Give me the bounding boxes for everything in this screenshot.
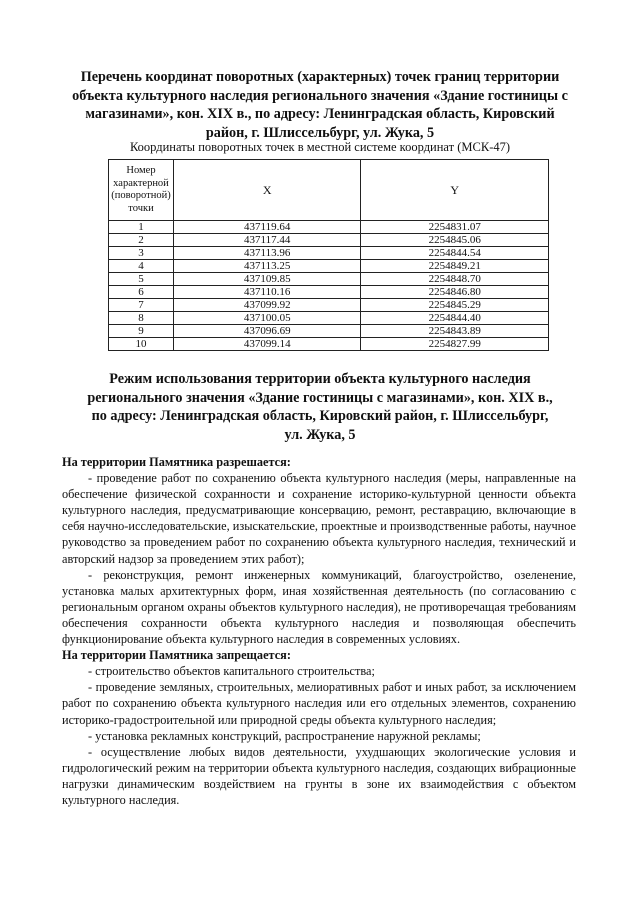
cell-y: 2254831.07 xyxy=(361,221,549,234)
table-row xyxy=(109,273,549,286)
table-row xyxy=(109,221,549,234)
header-line: (поворотной) xyxy=(111,190,171,201)
cell-x: 437100.05 xyxy=(173,312,360,325)
cell-number: 4 xyxy=(109,260,174,273)
table-row xyxy=(109,299,549,312)
cell-number: 7 xyxy=(109,299,174,312)
table-row xyxy=(109,247,549,260)
cell-number: 10 xyxy=(109,338,174,351)
cell-y: 2254844.54 xyxy=(361,247,549,260)
title-line: магазинами», кон. XIX в., по адресу: Ленинградская область, Кировский xyxy=(85,106,555,122)
title-line: регионального значения «Здание гостиницы с магазинами», кон. XIX в., xyxy=(87,389,553,406)
title-line: Режим использования территории объекта культурного наследия xyxy=(109,371,531,387)
regime-title xyxy=(60,370,580,444)
cell-number: 3 xyxy=(109,247,174,260)
title-line: район, г. Шлиссельбург, ул. Жука, 5 xyxy=(205,124,435,141)
cell-y: 2254848.70 xyxy=(361,273,549,286)
allowed-header: На территории Памятника разрешается: xyxy=(62,455,291,469)
cell-number: 8 xyxy=(109,312,174,325)
table-row xyxy=(109,338,549,351)
forbidden-item: - строительство объектов капитального строительства; xyxy=(88,664,375,679)
cell-y: 2254846.80 xyxy=(361,286,549,299)
cell-number: 6 xyxy=(109,286,174,299)
header-y: Y xyxy=(361,160,549,221)
allowed-item: - проведение работ по сохранению объекта культурного наследия (меры, направленные на обеспечение физической сохранности и сохранение историко-культурной ценности объекта культурного наследия, предусматривающие консервацию, ремонт, реставрацию, включающие в себя научно-исследовательские, изыскательские, проектные и производственные работы, научное руководство за проведением работ по сохранению объекта культурного наследия, технический и авторский надзор за проведением этих работ); xyxy=(62,471,576,566)
header-line: характерной xyxy=(113,177,169,189)
coordinates-title xyxy=(60,68,580,142)
title-line: Перечень координат поворотных (характерных) точек границ территории xyxy=(80,69,560,85)
cell-x: 437109.85 xyxy=(173,273,360,286)
title-line: ул. Жука, 5 xyxy=(284,426,356,443)
cell-y: 2254845.06 xyxy=(361,234,549,247)
forbidden-header: На территории Памятника запрещается: xyxy=(62,648,291,663)
header-x: X xyxy=(173,160,360,221)
title-line: объекта культурного наследия регионального значения «Здание гостиницы с xyxy=(72,87,568,104)
cell-number: 2 xyxy=(109,234,174,247)
forbidden-item: - проведение земляных, строительных, мелиоративных работ и иных работ, за исключением работ по сохранению объекта культурного наследия или его отдельных элементов, сохранению историко-градостроительной или природной среды объекта культурного наследия; xyxy=(62,680,576,727)
cell-x: 437117.44 xyxy=(173,234,360,247)
header-point-number xyxy=(109,160,174,221)
header-line: точки xyxy=(128,202,154,214)
cell-y: 2254844.40 xyxy=(361,312,549,325)
title-line: по адресу: Ленинградская область, Кировский район, г. Шлиссельбург, xyxy=(91,408,549,424)
forbidden-item: - осуществление любых видов деятельности, ухудшающих экологические условия и гидрологический режим на территории объекта культурного наследия, создающих вибрационные нагрузки динамическим воздействием на грунты в зоне их взаимодействия с объектом культурного наследия. xyxy=(62,744,576,807)
coordinates-table xyxy=(108,159,549,351)
cell-y: 2254827.99 xyxy=(361,338,549,351)
cell-x: 437096.69 xyxy=(173,325,360,338)
cell-y: 2254845.29 xyxy=(361,299,549,312)
cell-y: 2254843.89 xyxy=(361,325,549,338)
cell-number: 9 xyxy=(109,325,174,338)
cell-x: 437099.14 xyxy=(173,338,360,351)
table-row xyxy=(109,286,549,299)
table-row xyxy=(109,312,549,325)
cell-x: 437113.25 xyxy=(173,260,360,273)
coordinates-subtitle: Координаты поворотных точек в местной системе координат (МСК-47) xyxy=(129,140,511,154)
header-line: Номер xyxy=(126,165,156,176)
cell-number: 5 xyxy=(109,273,174,286)
cell-x: 437113.96 xyxy=(173,247,360,260)
table-row xyxy=(109,325,549,338)
table-row xyxy=(109,260,549,273)
table-header-row xyxy=(109,160,549,221)
regime-body xyxy=(62,454,576,808)
table-row xyxy=(109,234,549,247)
cell-x: 437110.16 xyxy=(173,286,360,299)
allowed-item: - реконструкция, ремонт инженерных коммуникаций, благоустройство, озеленение, установка малых архитектурных форм, иная хозяйственная деятельность (по согласованию с региональным органом охраны объектов культурного наследия), не противоречащая требованиям обеспечения сохранности объекта культурного наследия и позволяющая обеспечить функционирование объекта культурного наследия в современных условиях. xyxy=(62,567,576,647)
cell-x: 437119.64 xyxy=(173,221,360,234)
forbidden-item: - установка рекламных конструкций, распространение наружной рекламы; xyxy=(88,728,481,743)
cell-number: 1 xyxy=(109,221,174,234)
cell-y: 2254849.21 xyxy=(361,260,549,273)
cell-x: 437099.92 xyxy=(173,299,360,312)
